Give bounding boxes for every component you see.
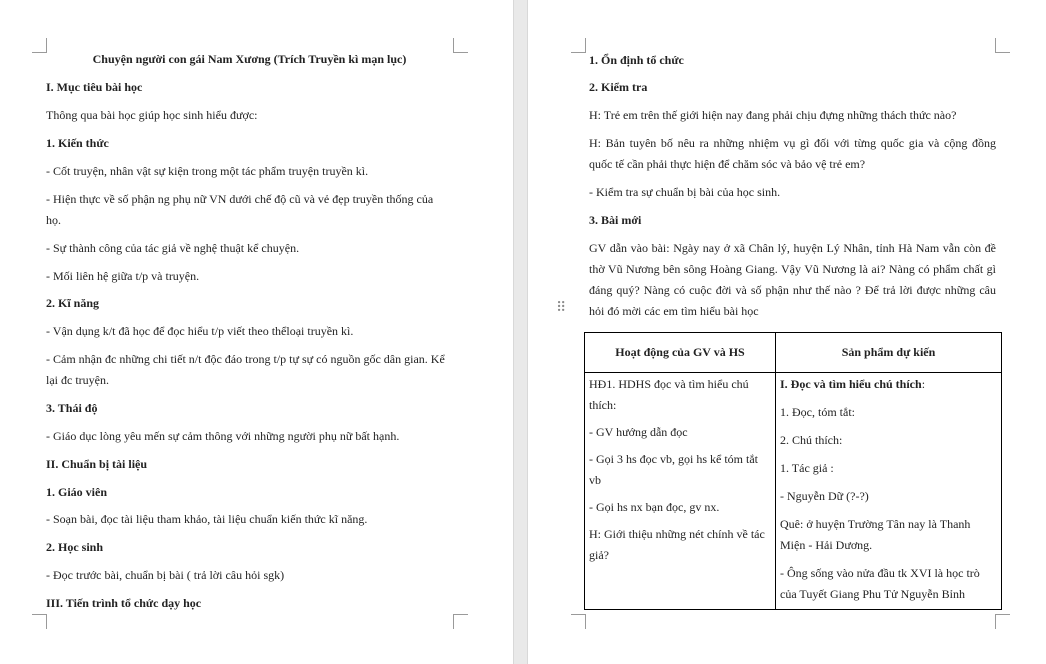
corner-mark <box>571 38 586 53</box>
cell-line: H: Giới thiệu những nét chính về tác <box>589 527 765 541</box>
list-item: - Giáo dục lòng yêu mến sự cảm thông với những người phụ nữ bất hạnh. <box>46 429 400 443</box>
lead-in-line: GV dẫn vào bài: Ngày nay ở xã Chân lý, huyện Lý Nhân, tỉnh Hà Nam vẫn còn đề <box>589 241 996 255</box>
cell-line: HĐ1. HDHS đọc và tìm hiểu chú <box>589 377 749 391</box>
list-item: - Soạn bài, đọc tài liệu tham khảo, tài liệu chuẩn kiến thức kĩ năng. <box>46 512 368 526</box>
cell-line: 1. Đọc, tóm tắt: <box>780 405 855 419</box>
corner-mark <box>453 614 468 629</box>
document-page-left <box>0 0 513 664</box>
heading-colon: : <box>921 377 926 391</box>
heading-new-lesson: 3. Bài mới <box>589 213 642 227</box>
cell-line: - Gọi 3 hs đọc vb, gọi hs kể tóm tắt <box>589 452 758 466</box>
question-2-continuation: quốc tế cần phải thực hiện để chăm sóc và bảo vệ trẻ em? <box>589 157 866 171</box>
cell-line: thích: <box>589 398 617 412</box>
list-item: - Đọc trước bài, chuẩn bị bài ( trả lời câu hỏi sgk) <box>46 568 285 582</box>
question-2: H: Bản tuyên bố nêu ra những nhiệm vụ gì đối với từng quốc gia và cộng đồng <box>589 136 996 150</box>
question-1: H: Trẻ em trên thế giới hiện nay đang phải chịu đựng những thách thức nào? <box>589 108 957 122</box>
page-gutter <box>513 0 528 664</box>
list-item: - Sự thành công của tác giả về nghệ thuật kể chuyện. <box>46 241 300 255</box>
section-heading: I. Đọc và tìm hiểu chú thích <box>780 377 922 391</box>
check-preparation: - Kiểm tra sự chuẩn bị bài của học sinh. <box>589 185 781 199</box>
corner-mark <box>32 614 47 629</box>
lead-in-line: đáng quý? Nàng có cuộc đời và số phận như thế nào ? Để trả lời được những câu <box>589 283 996 297</box>
heading-knowledge: 1. Kiến thức <box>46 136 109 150</box>
heading-student: 2. Học sinh <box>46 540 104 554</box>
heading-attitude: 3. Thái độ <box>46 401 98 415</box>
heading-objectives: I. Mục tiêu bài học <box>46 80 143 94</box>
list-item: - Cảm nhận đc những chi tiết n/t độc đáo trong t/p tự sự có nguồn gốc dân gian. Kể <box>46 352 445 366</box>
table-cell-activity[interactable] <box>585 373 776 610</box>
lead-in-line: hỏi đó mời các em tìm hiểu bài học <box>589 304 759 318</box>
cell-line <box>780 377 997 391</box>
table-row <box>585 373 1002 610</box>
list-item: - Cốt truyện, nhân vật sự kiện trong một tác phẩm truyện truyền kì. <box>46 164 369 178</box>
cell-line: của Tuyết Giang Phu Tử Nguyễn Bỉnh <box>780 587 965 601</box>
lesson-plan-table <box>584 332 1002 610</box>
cell-line: - GV hướng dẫn đọc <box>589 425 688 439</box>
table-cell-product[interactable] <box>776 373 1002 610</box>
heading-process: III. Tiến trình tổ chức dạy học <box>46 596 202 610</box>
lead-in-line: thờ Vũ Nương bên sông Hoàng Giang. Vậy Vũ Nương là ai? Nàng có phẩm chất gì <box>589 262 996 276</box>
cell-line: - Ông sống vào nửa đầu tk XVI là học trò <box>780 566 980 580</box>
cell-line: giả? <box>589 548 609 562</box>
cell-line: Quê: ở huyện Trường Tân nay là Thanh <box>780 517 971 531</box>
corner-mark <box>995 614 1010 629</box>
cell-line: 1. Tác giả : <box>780 461 834 475</box>
list-item: - Hiện thực về số phận ng phụ nữ VN dưới chế độ cũ và vẻ đẹp truyền thống của <box>46 192 434 206</box>
cell-line: 2. Chú thích: <box>780 433 843 447</box>
table-header-product: Sản phẩm dự kiến <box>776 333 1002 373</box>
heading-organization: 1. Ổn định tổ chức <box>589 53 684 67</box>
table-header-row <box>585 333 1002 373</box>
list-item: - Mối liên hệ giữa t/p và truyện. <box>46 269 200 283</box>
corner-mark <box>453 38 468 53</box>
list-item-continuation: họ. <box>46 213 61 227</box>
table-header-activity: Hoạt động của GV và HS <box>585 333 776 373</box>
paragraph-intro: Thông qua bài học giúp học sinh hiểu được: <box>46 108 258 122</box>
cell-line: - Nguyễn Dữ (?-?) <box>780 489 869 503</box>
cell-line: Miện - Hải Dương. <box>780 538 873 552</box>
cell-line: vb <box>589 473 601 487</box>
heading-preparation: II. Chuẩn bị tài liệu <box>46 457 148 471</box>
list-item-continuation: lại đc truyện. <box>46 373 109 387</box>
heading-teacher: 1. Giáo viên <box>46 485 108 499</box>
corner-mark <box>571 614 586 629</box>
cell-line: - Gọi hs nx bạn đọc, gv nx. <box>589 500 720 514</box>
list-item: - Vận dụng k/t đã học để đọc hiểu t/p viết theo thểloại truyền kì. <box>46 324 354 338</box>
heading-check: 2. Kiểm tra <box>589 80 648 94</box>
corner-mark <box>32 38 47 53</box>
corner-mark <box>995 38 1010 53</box>
heading-skills: 2. Kĩ năng <box>46 296 100 310</box>
drag-handle-icon[interactable]: ⠿ <box>556 301 566 316</box>
document-title: Chuyện người con gái Nam Xương (Trích Truyền kì mạn lục) <box>92 52 407 66</box>
